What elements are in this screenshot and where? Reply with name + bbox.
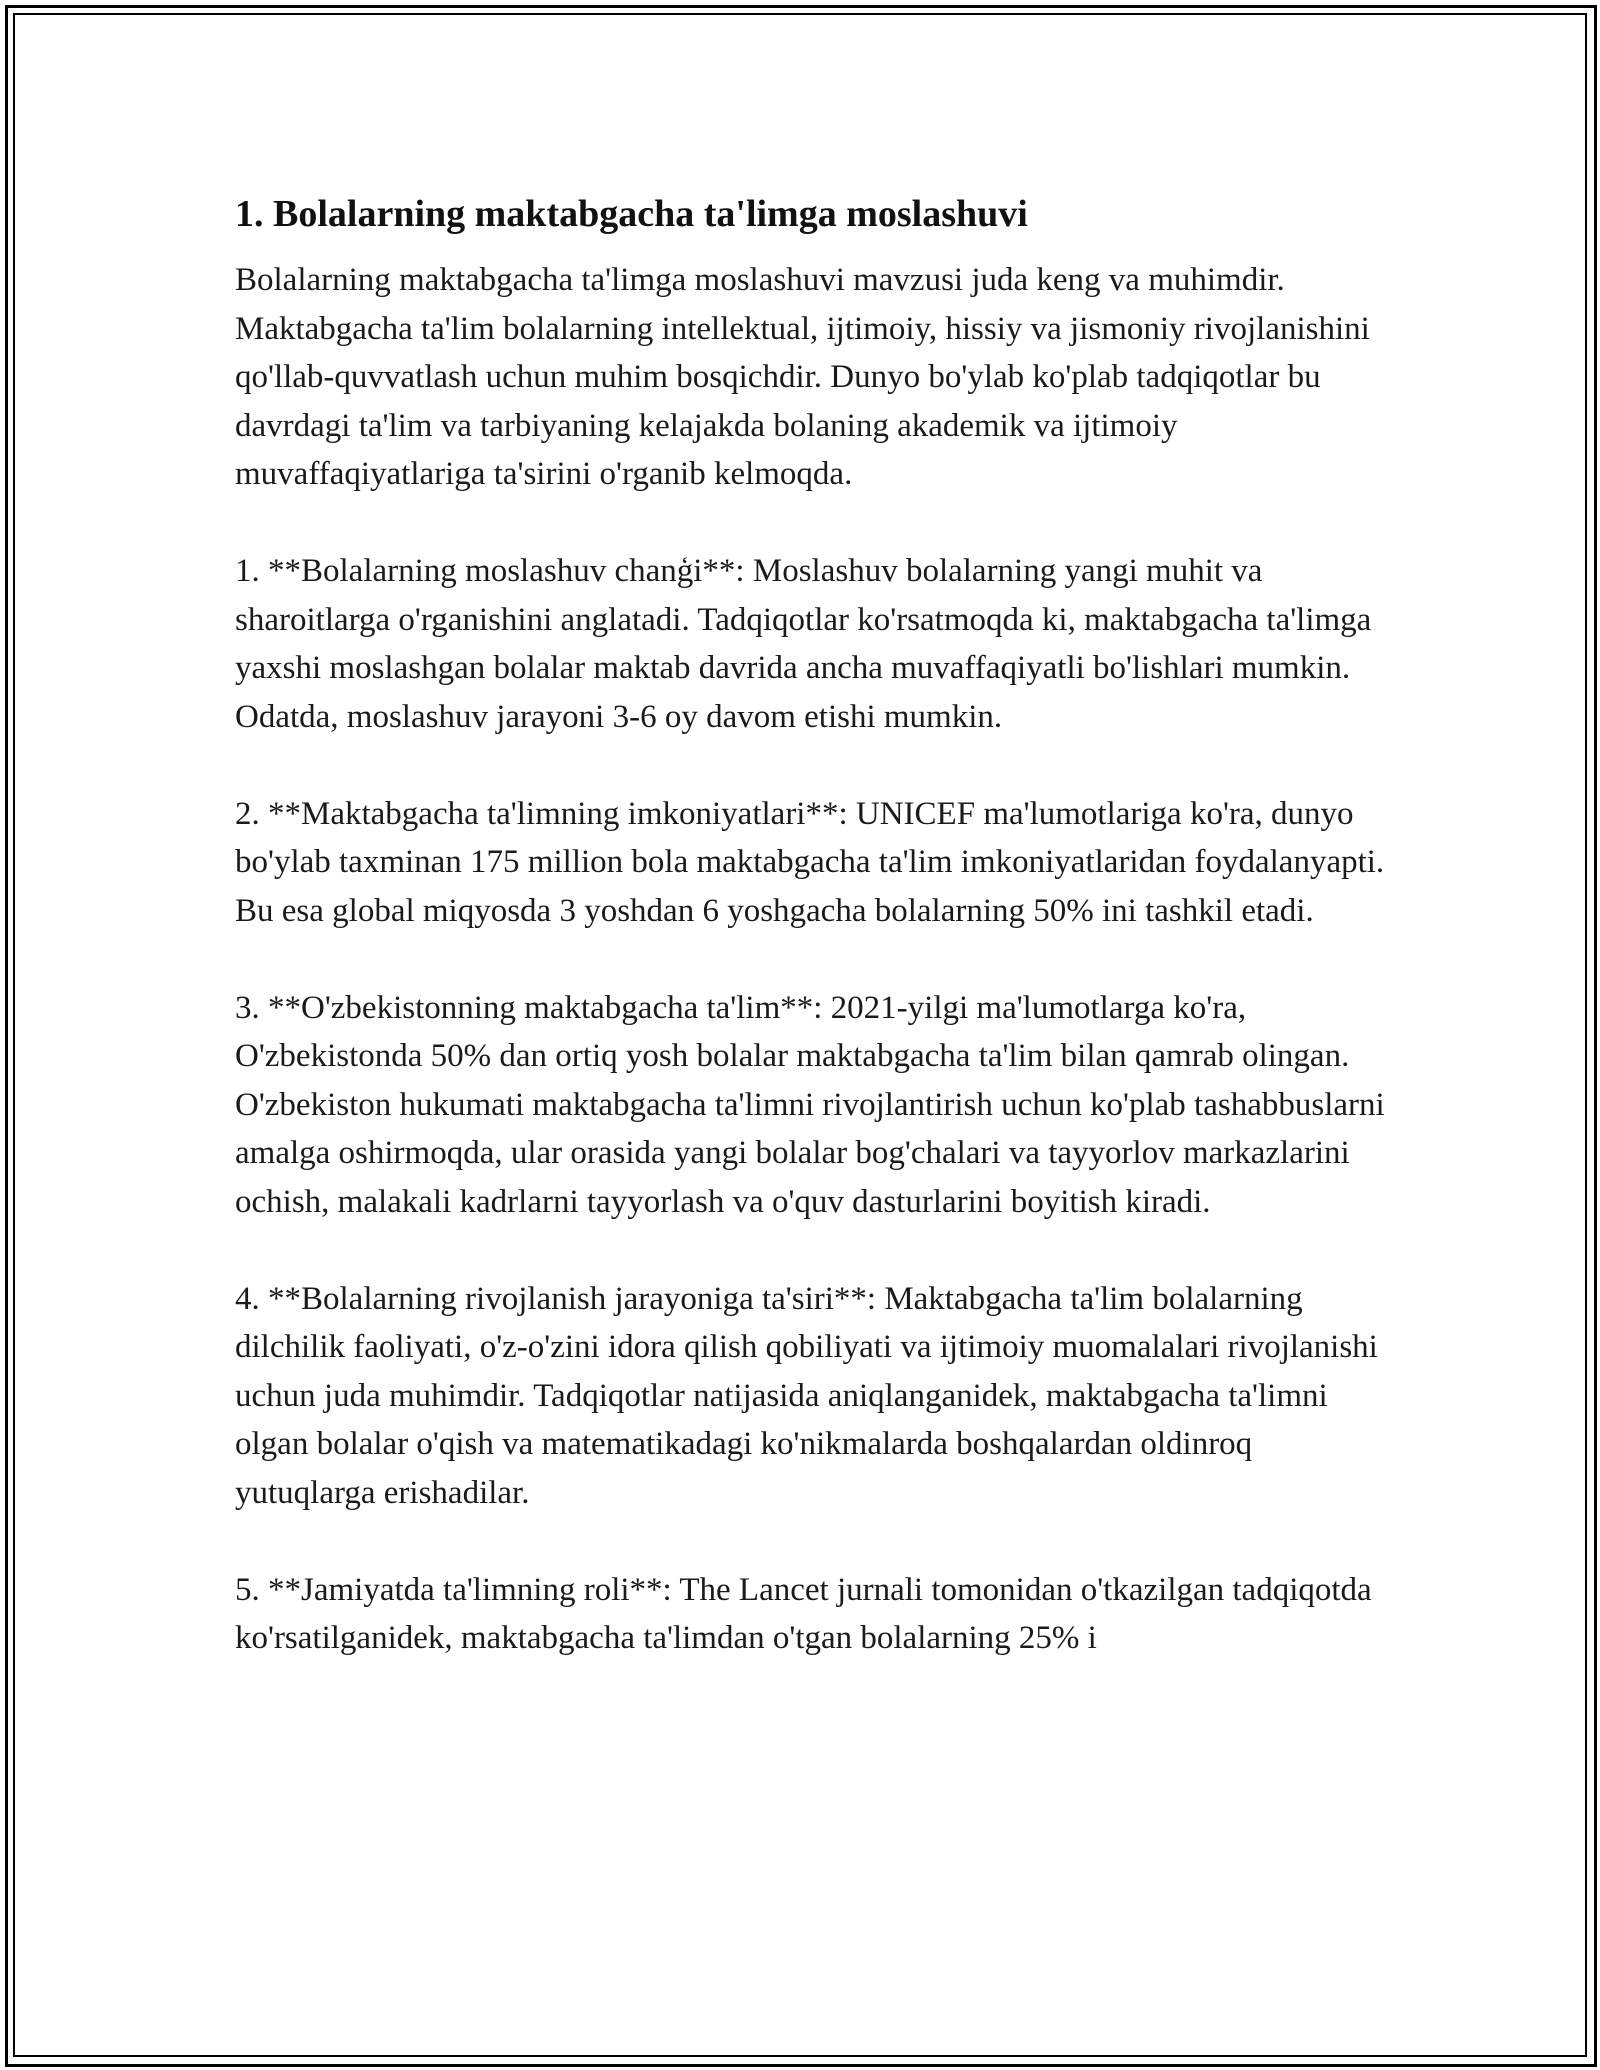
- document-body: [235, 188, 1395, 1711]
- list-item-5: 5. **Jamiyatda ta'limning roli**: The Lancet jurnali tomonidan o'tkazilgan tadqiqotda ko'rsatilganidek, maktabgacha ta'limdan o'tgan bolalarning 25% i: [235, 1571, 1372, 1656]
- list-item-1: 1. **Bolalarning moslashuv chanģi**: Moslashuv bolalarning yangi muhit va sharoitlarga o'rganishini anglatadi. Tadqiqotlar ko'rsatmoqda ki, maktabgacha ta'limga yaxshi moslashgan bolalar maktab davrida ancha muvaffaqiyatli bo'lishlari mumkin. Odatda, moslashuv jarayoni 3-6 oy davom etishi mumkin.: [235, 553, 1372, 735]
- document-title: 1. Bolalarning maktabgacha ta'limga moslashuvi: [235, 193, 1028, 235]
- list-item-3: 3. **O'zbekistonning maktabgacha ta'lim**: 2021-yilgi ma'lumotlarga ko'ra, O'zbekistonda 50% dan ortiq yosh bolalar maktabgacha ta'lim bilan qamrab olingan. O'zbekiston hukumati maktabgacha ta'limni rivojlantirish uchun ko'plab tashabbuslarni amalga oshirmoqda, ular orasida yangi bolalar bog'chalari va tayyorlov markazlarini ochish, malakali kadrlarni tayyorlash va o'quv dasturlarini boyitish kiradi.: [235, 989, 1385, 1220]
- list-item-4: 4. **Bolalarning rivojlanish jarayoniga ta'siri**: Maktabgacha ta'lim bolalarning dilchilik faoliyati, o'z-o'zini idora qilish qobiliyati va ijtimoiy muomalalari rivojlanishi uchun juda muhimdir. Tadqiqotlar natijasida aniqlanganidek, maktabgacha ta'limni olgan bolalar o'qish va matematikadagi ko'nikmalarda boshqalardan oldinroq yutuqlarga erishadilar.: [235, 1280, 1378, 1511]
- intro-paragraph: Bolalarning maktabgacha ta'limga moslashuvi mavzusi juda keng va muhimdir. Maktabgacha ta'lim bolalarning intellektual, ijtimoiy, hissiy va jismoniy rivojlanishini qo'llab-quvvatlash uchun muhim bosqichdir. Dunyo bo'ylab ko'plab tadqiqotlar bu davrdagi ta'lim va tarbiyaning kelajakda bolaning akademik va ijtimoiy muvaffaqiyatlariga ta'sirini o'rganib kelmoqda.: [235, 262, 1370, 492]
- list-item-2: 2. **Maktabgacha ta'limning imkoniyatlari**: UNICEF ma'lumotlariga ko'ra, dunyo bo'ylab taxminan 175 million bola maktabgacha ta'lim imkoniyatlaridan foydalanyapti. Bu esa global miqyosda 3 yoshdan 6 yoshgacha bolalarning 50% ini tashkil etadi.: [235, 795, 1385, 929]
